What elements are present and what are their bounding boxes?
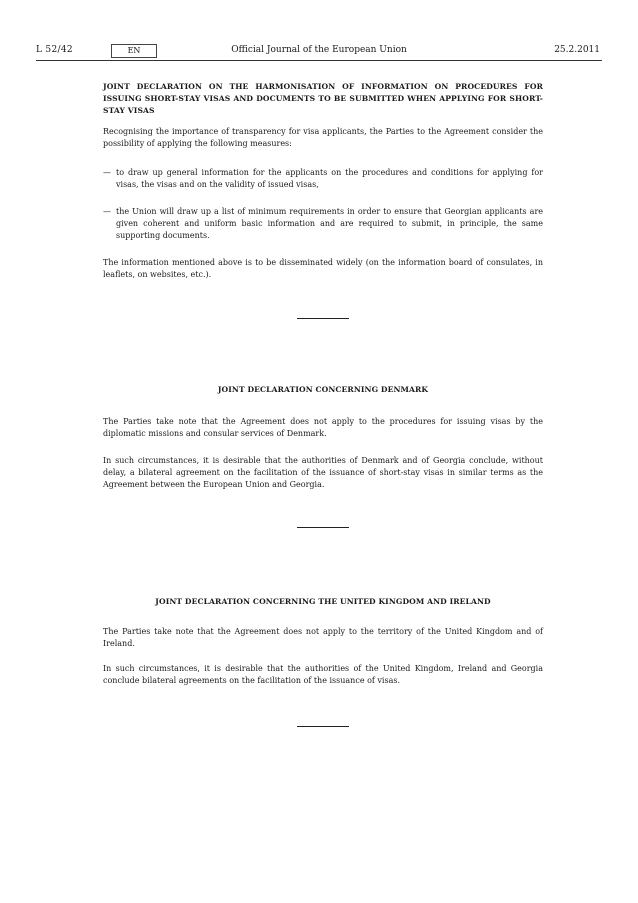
body-paragraph: In such circumstances, it is desirable that the authorities of the United Kingdom, Ireland and Georgia conclude bilateral agreements on the facilitation of the issuance of visas. bbox=[103, 664, 543, 685]
page-header bbox=[0, 44, 638, 58]
body-paragraph: The Parties take note that the Agreement does not apply to the territory of the United Kingdom and of Ireland. bbox=[103, 627, 543, 648]
denmark-p1-block bbox=[103, 416, 543, 440]
section-harmonisation bbox=[103, 81, 543, 117]
outro-paragraph: The information mentioned above is to be disseminated widely (on the information board of consulates, in leaflets, on websites, etc.). bbox=[103, 258, 543, 279]
body-paragraph: In such circumstances, it is desirable that the authorities of Denmark and of Georgia conclude, without delay, a bilateral agreement on the facilitation of the issuance of short-stay visas in similar terms as the Agreement between the European Union and Georgia. bbox=[103, 456, 543, 489]
uk-p1-block bbox=[103, 626, 543, 650]
section-uk-ireland bbox=[103, 596, 543, 608]
dash-marker: — bbox=[103, 207, 111, 216]
section-separator bbox=[297, 726, 349, 727]
section-title: JOINT DECLARATION CONCERNING DENMARK bbox=[217, 385, 429, 394]
language-badge: EN bbox=[111, 44, 157, 58]
uk-p2-block bbox=[103, 663, 543, 687]
journal-title: Official Journal of the European Union bbox=[231, 45, 407, 55]
measures-list bbox=[103, 167, 543, 191]
section-separator bbox=[297, 318, 349, 319]
body-paragraph: The Parties take note that the Agreement does not apply to the procedures for issuing visas by the diplomatic missions and consular services of Denmark. bbox=[103, 417, 543, 438]
section-title: JOINT DECLARATION ON THE HARMONISATION OF INFORMATION ON PROCEDURES FOR ISSUING SHORT-STAY VISAS AND DOCUMENTS TO BE SUBMITTED WHEN APPLYING FOR SHORT-STAY VISAS bbox=[103, 82, 543, 115]
page-reference: L 52/42 bbox=[36, 45, 73, 55]
section-harmonisation-body bbox=[103, 126, 543, 150]
dash-marker: — bbox=[103, 168, 111, 177]
section-title: JOINT DECLARATION CONCERNING THE UNITED KINGDOM AND IRELAND bbox=[155, 597, 491, 606]
list-item-text: to draw up general information for the applicants on the procedures and conditions for applying for visas, the visas and on the validity of issued visas, bbox=[116, 168, 543, 189]
list-item bbox=[103, 167, 543, 191]
outro-block bbox=[103, 257, 543, 281]
list-item-text: the Union will draw up a list of minimum requirements in order to ensure that Georgian applicants are given coherent and uniform basic information and are required to submit, in principle, the same supporting documents. bbox=[116, 207, 543, 240]
publication-date: 25.2.2011 bbox=[554, 45, 600, 55]
measures-list-2 bbox=[103, 206, 543, 242]
section-separator bbox=[297, 527, 349, 528]
denmark-p2-block bbox=[103, 455, 543, 491]
header-divider bbox=[36, 60, 602, 61]
list-item bbox=[103, 206, 543, 242]
intro-paragraph: Recognising the importance of transparency for visa applicants, the Parties to the Agreement consider the possibility of applying the following measures: bbox=[103, 127, 543, 148]
section-denmark bbox=[103, 384, 543, 396]
